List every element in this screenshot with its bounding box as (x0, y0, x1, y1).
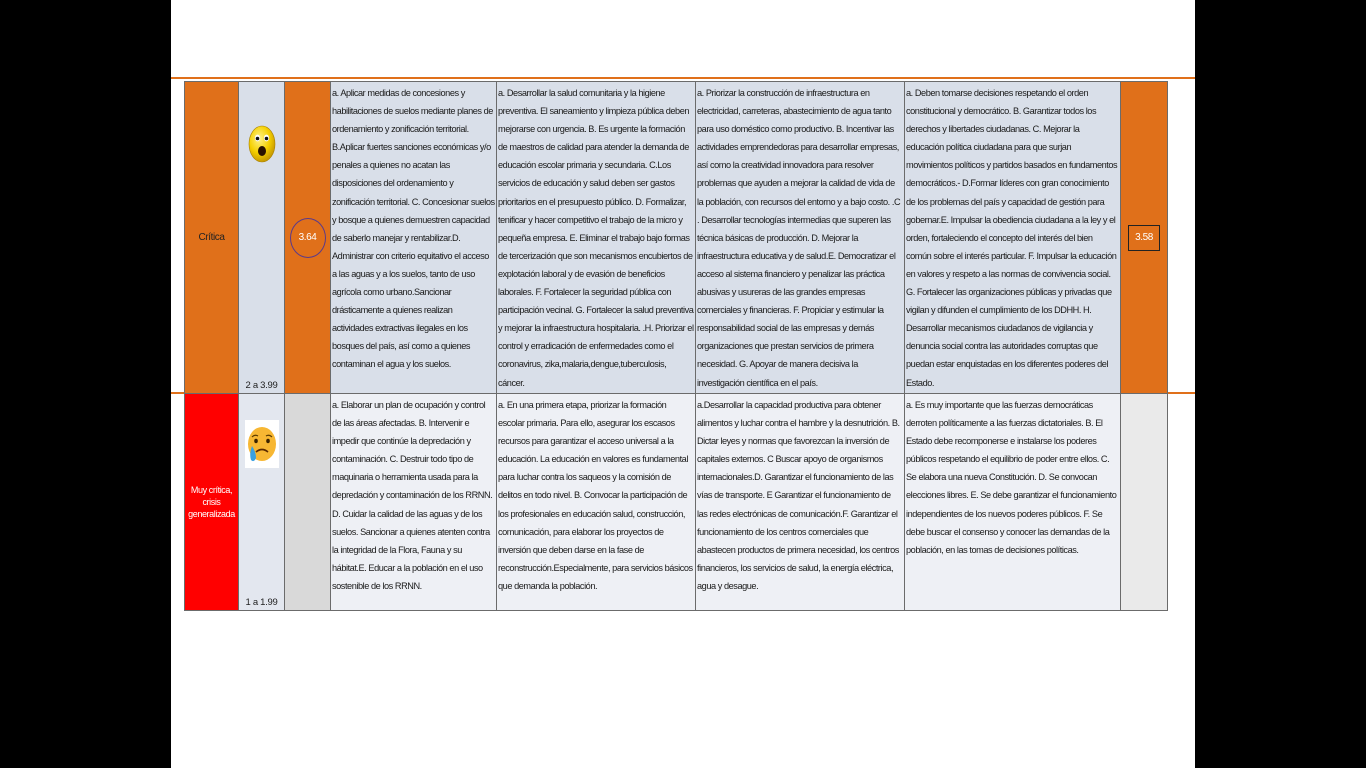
score-right-cell-critica (1121, 82, 1168, 394)
shocked-face-icon (248, 124, 276, 169)
emoji-cell-muy-critica (239, 394, 285, 611)
crisis-table (184, 81, 1168, 611)
score-left-critica: 3.64 (290, 218, 326, 258)
range-label-muy-critica: 1 a 1.99 (245, 597, 278, 608)
measures-col3-critica: a. Priorizar la construcción de infraestructura en electricidad, carreteras, abastecimiento de agua tanto para uso doméstico como productivo. B. Incentivar las actividades emprendedoras para desarrollar empresas, así como la creatividad innovadora para resolver problemas que ayuden a mejorar la calidad de vida de la población, con recursos del entorno y a bajo costo. .C . Desarrollar tecnologías intermedias que superen las técnica básicas de producción. D. Mejorar la infraestructura educativa y de salud.E. Democratizar el acceso al sistema financiero y penalizar las práctica abusivas y usureras de las grandes empresas comerciales y financieras. F. Propiciar y estimular la responsabilidad social de las empresas y demás organizaciones que prestan servicios de primera necesidad. G. Apoyar de manera decisiva la investigación científica en el país. (696, 82, 905, 394)
score-right-critica: 3.58 (1128, 225, 1160, 251)
measures-col1-critica: a. Aplicar medidas de concesiones y habilitaciones de suelos mediante planes de ordenamiento y zonificación territorial. B.Aplicar fuertes sanciones económicas y/o penales a quienes no acatan las disposiciones del ordenamiento y zonificación territorial. C. Concesionar suelos y bosque a quienes demuestren capacidad de saberlo manejar y rentabilizar.D. Administrar con criterio equitativo el acceso a las aguas y a los suelos, tanto de uso agrícola como urbano.Sancionar drásticamente a quienes realizan actividades extractivas ilegales en los bosques del país, así como a quienes contaminan el agua y los suelos. (331, 82, 497, 394)
measures-col2-muy-critica: a. En una primera etapa, priorizar la formación escolar primaria. Para ello, asegurar los escasos recursos para garantizar el acceso universal a la educación. La educación en valores es fundamental para luchar contra los saqueos y la comisión de delitos en todo nivel. B. Convocar la participación de los profesionales en educación salud, construcción, comunicación, para elaborar los proyectos de inversión que deben darse en la fase de reconstrucción.Especialmente, para servicios básicos que demanda la población. (497, 394, 696, 611)
measures-col1-muy-critica: a. Elaborar un plan de ocupación y control de las áreas afectadas. B. Intervenir e impedir que continúe la depredación y contaminación. C. Destruir todo tipo de maquinaria o herramienta usada para la depredación y contaminación de los RRNN. D. Cuidar la calidad de las aguas y de los suelos. Sancionar a quienes atenten contra la integridad de la Flora, Fauna y su hábitat.E. Educar a la población en el uso sostenible de los RRNN. (331, 394, 497, 611)
measures-col2-critica: a. Desarrollar la salud comunitaria y la higiene preventiva. El saneamiento y limpieza pública deben mejorarse con urgencia. B. Es urgente la formación de maestros de calidad para atender la demanda de educación escolar primaria y secundaria. C.Los servicios de educación y salud deben ser gastos prioritarios en el presupuesto público. D. Formalizar, tenificar y hacer competitivo el trabajo de la micro y pequeña empresa. E. Eliminar el trabajo bajo formas de tercerización que son mecanismos encubiertos de explotación laboral y de evasión de beneficios laborales. F. Fortalecer la seguridad pública con participación vecinal. G. Fortalecer la salud preventiva y mejorar la infraestructura hospitalaria. .H. Priorizar el control y erradicación de enfermedades como el coronavirus, zika,malaria,dengue,tuberculosis, cáncer. (497, 82, 696, 394)
level-label-muy-critica: Muy crítica, crisis generalizada (185, 394, 239, 611)
table-row-muy-critica (185, 394, 1168, 611)
measures-col4-critica: a. Deben tomarse decisiones respetando el orden constitucional y democrático. B. Garantizar todos los derechos y libertades ciudadanas. C. Mejorar la educación política ciudadana para que surjan movimientos políticos y partidos basados en fundamentos democráticos.- D.Formar líderes con gran conocimiento de los problemas del país y capacidad de gestión para gobernar.E. Impulsar la obediencia ciudadana a la ley y el orden, fortaleciendo el concepto del interés del bien común sobre el interés particular. F. Impulsar la educación en valores y respeto a las normas de convivencia social. G. Fortalecer las organizaciones públicas y privadas que vigilan y difunden el cumplimiento de los DDHH. H. Desarrollar mecanismos ciudadanos de vigilancia y denuncia social contra las autoridades corruptas que puedan estar enquistadas en los diferentes poderes del Estado. (905, 82, 1121, 394)
emoji-cell-critica (239, 82, 285, 394)
sad-tear-face-icon (245, 420, 279, 473)
score-right-cell-muy-critica (1121, 394, 1168, 611)
table-row-critica (185, 82, 1168, 394)
divider-top (171, 77, 1195, 79)
level-label-critica: Crítica (185, 82, 239, 394)
range-label-critica: 2 a 3.99 (245, 380, 278, 391)
score-left-cell-muy-critica (285, 394, 331, 611)
score-left-cell-critica (285, 82, 331, 394)
measures-col4-muy-critica: a. Es muy importante que las fuerzas democráticas derroten políticamente a las fuerzas dictatoriales. B. El Estado debe recomponerse e instalarse los poderes públicos respetando el equilibrio de poder entre ellos. C. Se elabora una nueva Constitución. D. Se convocan elecciones libres. E. Se debe garantizar el funcionamiento independientes de los nuevos poderes públicos. F. Se debe buscar el consenso y conocer las demandas de la población, en las tomas de decisiones políticas. (905, 394, 1121, 611)
measures-col3-muy-critica: a.Desarrollar la capacidad productiva para obtener alimentos y luchar contra el hambre y la desnutrición. B. Dictar leyes y normas que favorezcan la inversión de capitales externos. C Buscar apoyo de organismos internacionales.D. Garantizar el funcionamiento de las vías de transporte. E Garantizar el funcionamiento de las redes electrónicas de comunicación.F. Garantizar el funcionamiento de los centros comerciales que abastecen productos de primera necesidad, los centros financieros, los servicios de salud, la energía eléctrica, agua y desague. (696, 394, 905, 611)
